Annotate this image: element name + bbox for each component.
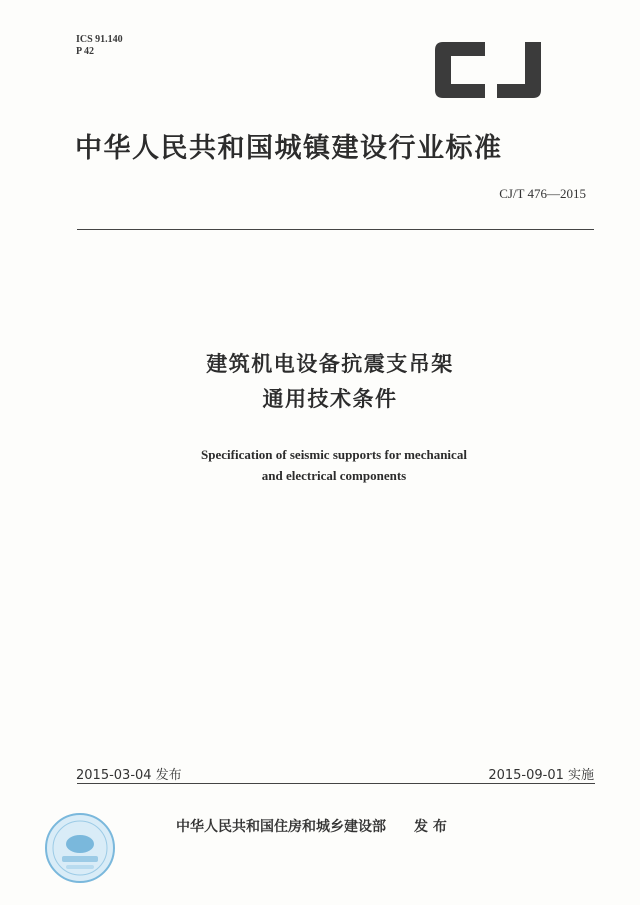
chinese-title-line-2: 通用技术条件 xyxy=(262,387,398,411)
english-title xyxy=(0,444,640,486)
logo-letter-c xyxy=(435,42,485,98)
ccs-code: P 42 xyxy=(76,46,95,57)
issue-date: 2015-03-04 发布 xyxy=(76,768,182,783)
top-divider xyxy=(77,229,594,230)
ics-code: ICS 91.140 xyxy=(76,34,123,45)
english-title-line-2: and electrical components xyxy=(261,468,407,483)
chinese-title xyxy=(0,347,640,417)
issuer-name: 中华人民共和国住房和城乡建设部 xyxy=(176,819,386,835)
standard-type-heading: 中华人民共和国城镇建设行业标准 xyxy=(75,133,503,164)
english-title-line-1: Specification of seismic supports for mechanical xyxy=(201,447,467,462)
logo-letter-j xyxy=(497,42,541,98)
cj-logo xyxy=(433,40,559,100)
issuer-action: 发 布 xyxy=(414,819,447,835)
classification-codes xyxy=(76,34,123,58)
implementation-date: 2015-09-01 实施 xyxy=(488,768,594,783)
bottom-divider xyxy=(77,783,595,784)
standard-number: CJ/T 476—2015 xyxy=(499,186,586,201)
anti-counterfeit-seal-icon xyxy=(44,812,116,884)
chinese-title-line-1: 建筑机电设备抗震支吊架 xyxy=(206,352,454,376)
issuing-authority xyxy=(176,816,447,836)
